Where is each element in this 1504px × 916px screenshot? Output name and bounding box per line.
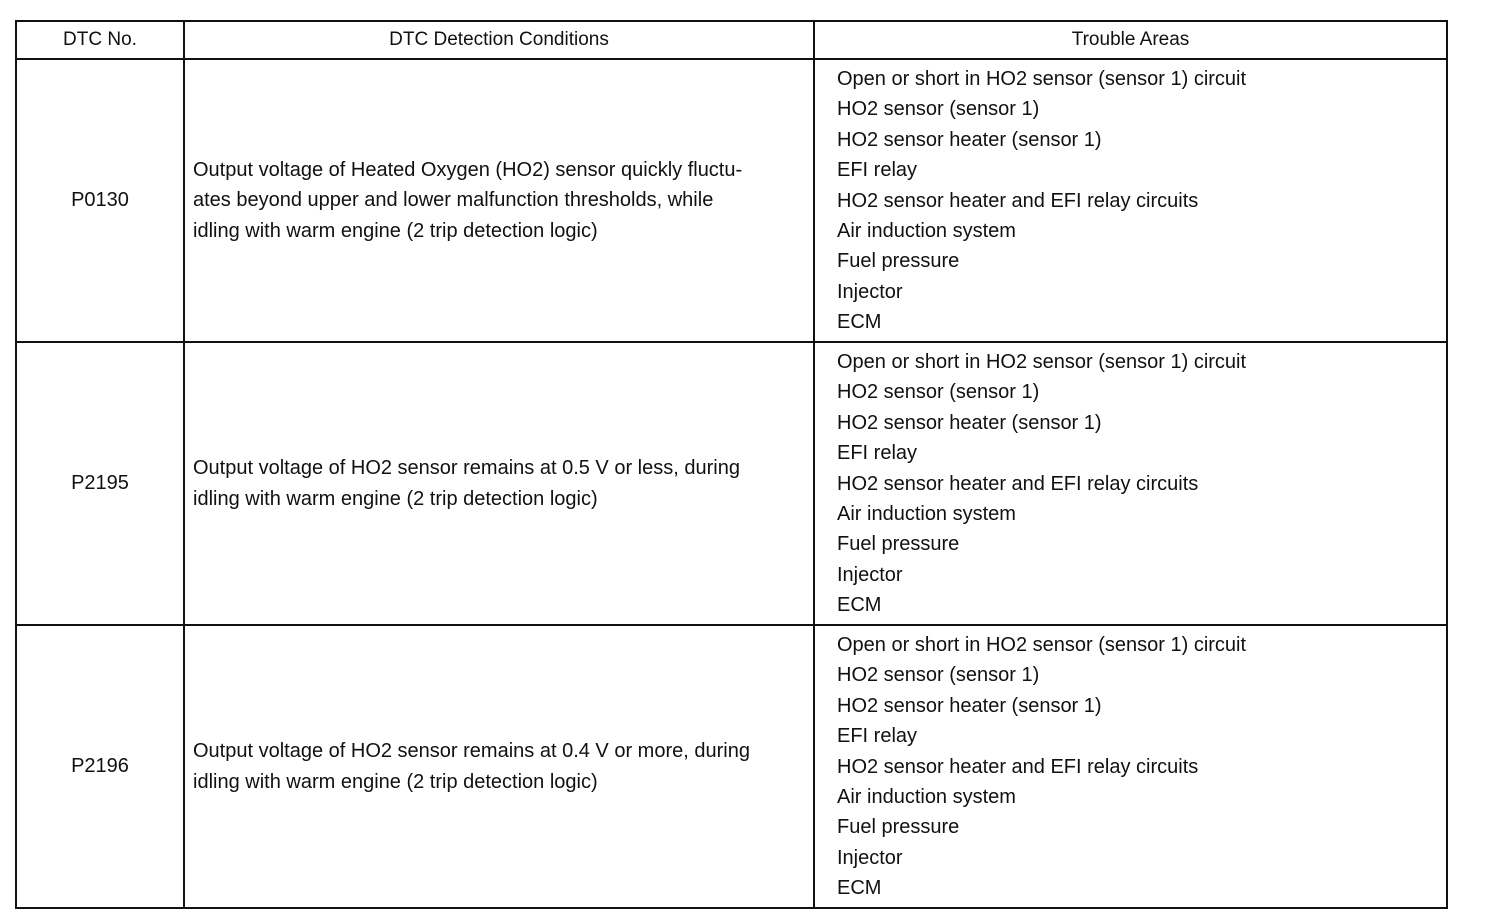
trouble-area-item: EFI relay (837, 442, 918, 465)
detection-conditions (184, 342, 814, 625)
trouble-area-item: HO2 sensor heater and EFI relay circuits (837, 472, 1199, 495)
detection-conditions (184, 59, 814, 342)
trouble-area-item: HO2 sensor (sensor 1) (837, 98, 1040, 121)
trouble-area-item: HO2 sensor (sensor 1) (837, 664, 1040, 687)
condition-line: idling with warm engine (2 trip detection logic) (193, 770, 598, 793)
trouble-area-item: Open or short in HO2 sensor (sensor 1) circuit (837, 68, 1247, 90)
trouble-area-item: Injector (837, 280, 903, 303)
trouble-area-item: Air induction system (837, 220, 1016, 243)
detection-conditions (184, 625, 814, 908)
trouble-area-item: Injector (837, 846, 903, 869)
dtc-table (15, 20, 1448, 909)
condition-line: idling with warm engine (2 trip detection logic) (193, 219, 598, 242)
trouble-area-item: HO2 sensor heater and EFI relay circuits (837, 755, 1199, 778)
trouble-area-item: HO2 sensor heater (sensor 1) (837, 128, 1102, 151)
table-body (16, 59, 1447, 908)
trouble-area-item: ECM (837, 594, 882, 617)
dtc-code: P2196 (16, 625, 184, 908)
trouble-area-list (837, 626, 1446, 904)
trouble-area-item: ECM (837, 877, 882, 900)
dtc-code: P0130 (16, 59, 184, 342)
trouble-areas (814, 625, 1447, 908)
condition-line: Output voltage of Heated Oxygen (HO2) sensor quickly fluctu- (193, 158, 743, 181)
trouble-area-list (837, 60, 1446, 338)
dtc-code: P2195 (16, 342, 184, 625)
trouble-area-item: ECM (837, 311, 882, 334)
trouble-areas (814, 342, 1447, 625)
condition-line: Output voltage of HO2 sensor remains at 0.4 V or more, during (193, 740, 750, 763)
table-row (16, 342, 1447, 625)
trouble-area-item: HO2 sensor heater and EFI relay circuits (837, 189, 1199, 212)
table-header (16, 21, 1447, 59)
trouble-area-item: Injector (837, 563, 903, 586)
header-dtc-no: DTC No. (16, 21, 184, 59)
trouble-area-item: Fuel pressure (837, 250, 960, 273)
trouble-area-list (837, 343, 1446, 621)
table-row (16, 59, 1447, 342)
header-trouble-areas: Trouble Areas (814, 21, 1447, 59)
trouble-area-item: HO2 sensor heater (sensor 1) (837, 694, 1102, 717)
trouble-area-item: Open or short in HO2 sensor (sensor 1) circuit (837, 634, 1247, 656)
trouble-area-item: Air induction system (837, 786, 1016, 809)
condition-line: ates beyond upper and lower malfunction thresholds, while (193, 189, 714, 212)
trouble-area-item: HO2 sensor (sensor 1) (837, 381, 1040, 404)
trouble-area-item: EFI relay (837, 159, 918, 182)
trouble-areas (814, 59, 1447, 342)
trouble-area-item: HO2 sensor heater (sensor 1) (837, 411, 1102, 434)
header-detection-conditions: DTC Detection Conditions (184, 21, 814, 59)
trouble-area-item: Air induction system (837, 503, 1016, 526)
condition-line: idling with warm engine (2 trip detection logic) (193, 487, 598, 510)
table-row (16, 625, 1447, 908)
header-row (16, 21, 1447, 59)
trouble-area-item: Open or short in HO2 sensor (sensor 1) circuit (837, 351, 1247, 373)
trouble-area-item: Fuel pressure (837, 533, 960, 556)
condition-line: Output voltage of HO2 sensor remains at 0.5 V or less, during (193, 457, 740, 480)
trouble-area-item: EFI relay (837, 725, 918, 748)
trouble-area-item: Fuel pressure (837, 816, 960, 839)
